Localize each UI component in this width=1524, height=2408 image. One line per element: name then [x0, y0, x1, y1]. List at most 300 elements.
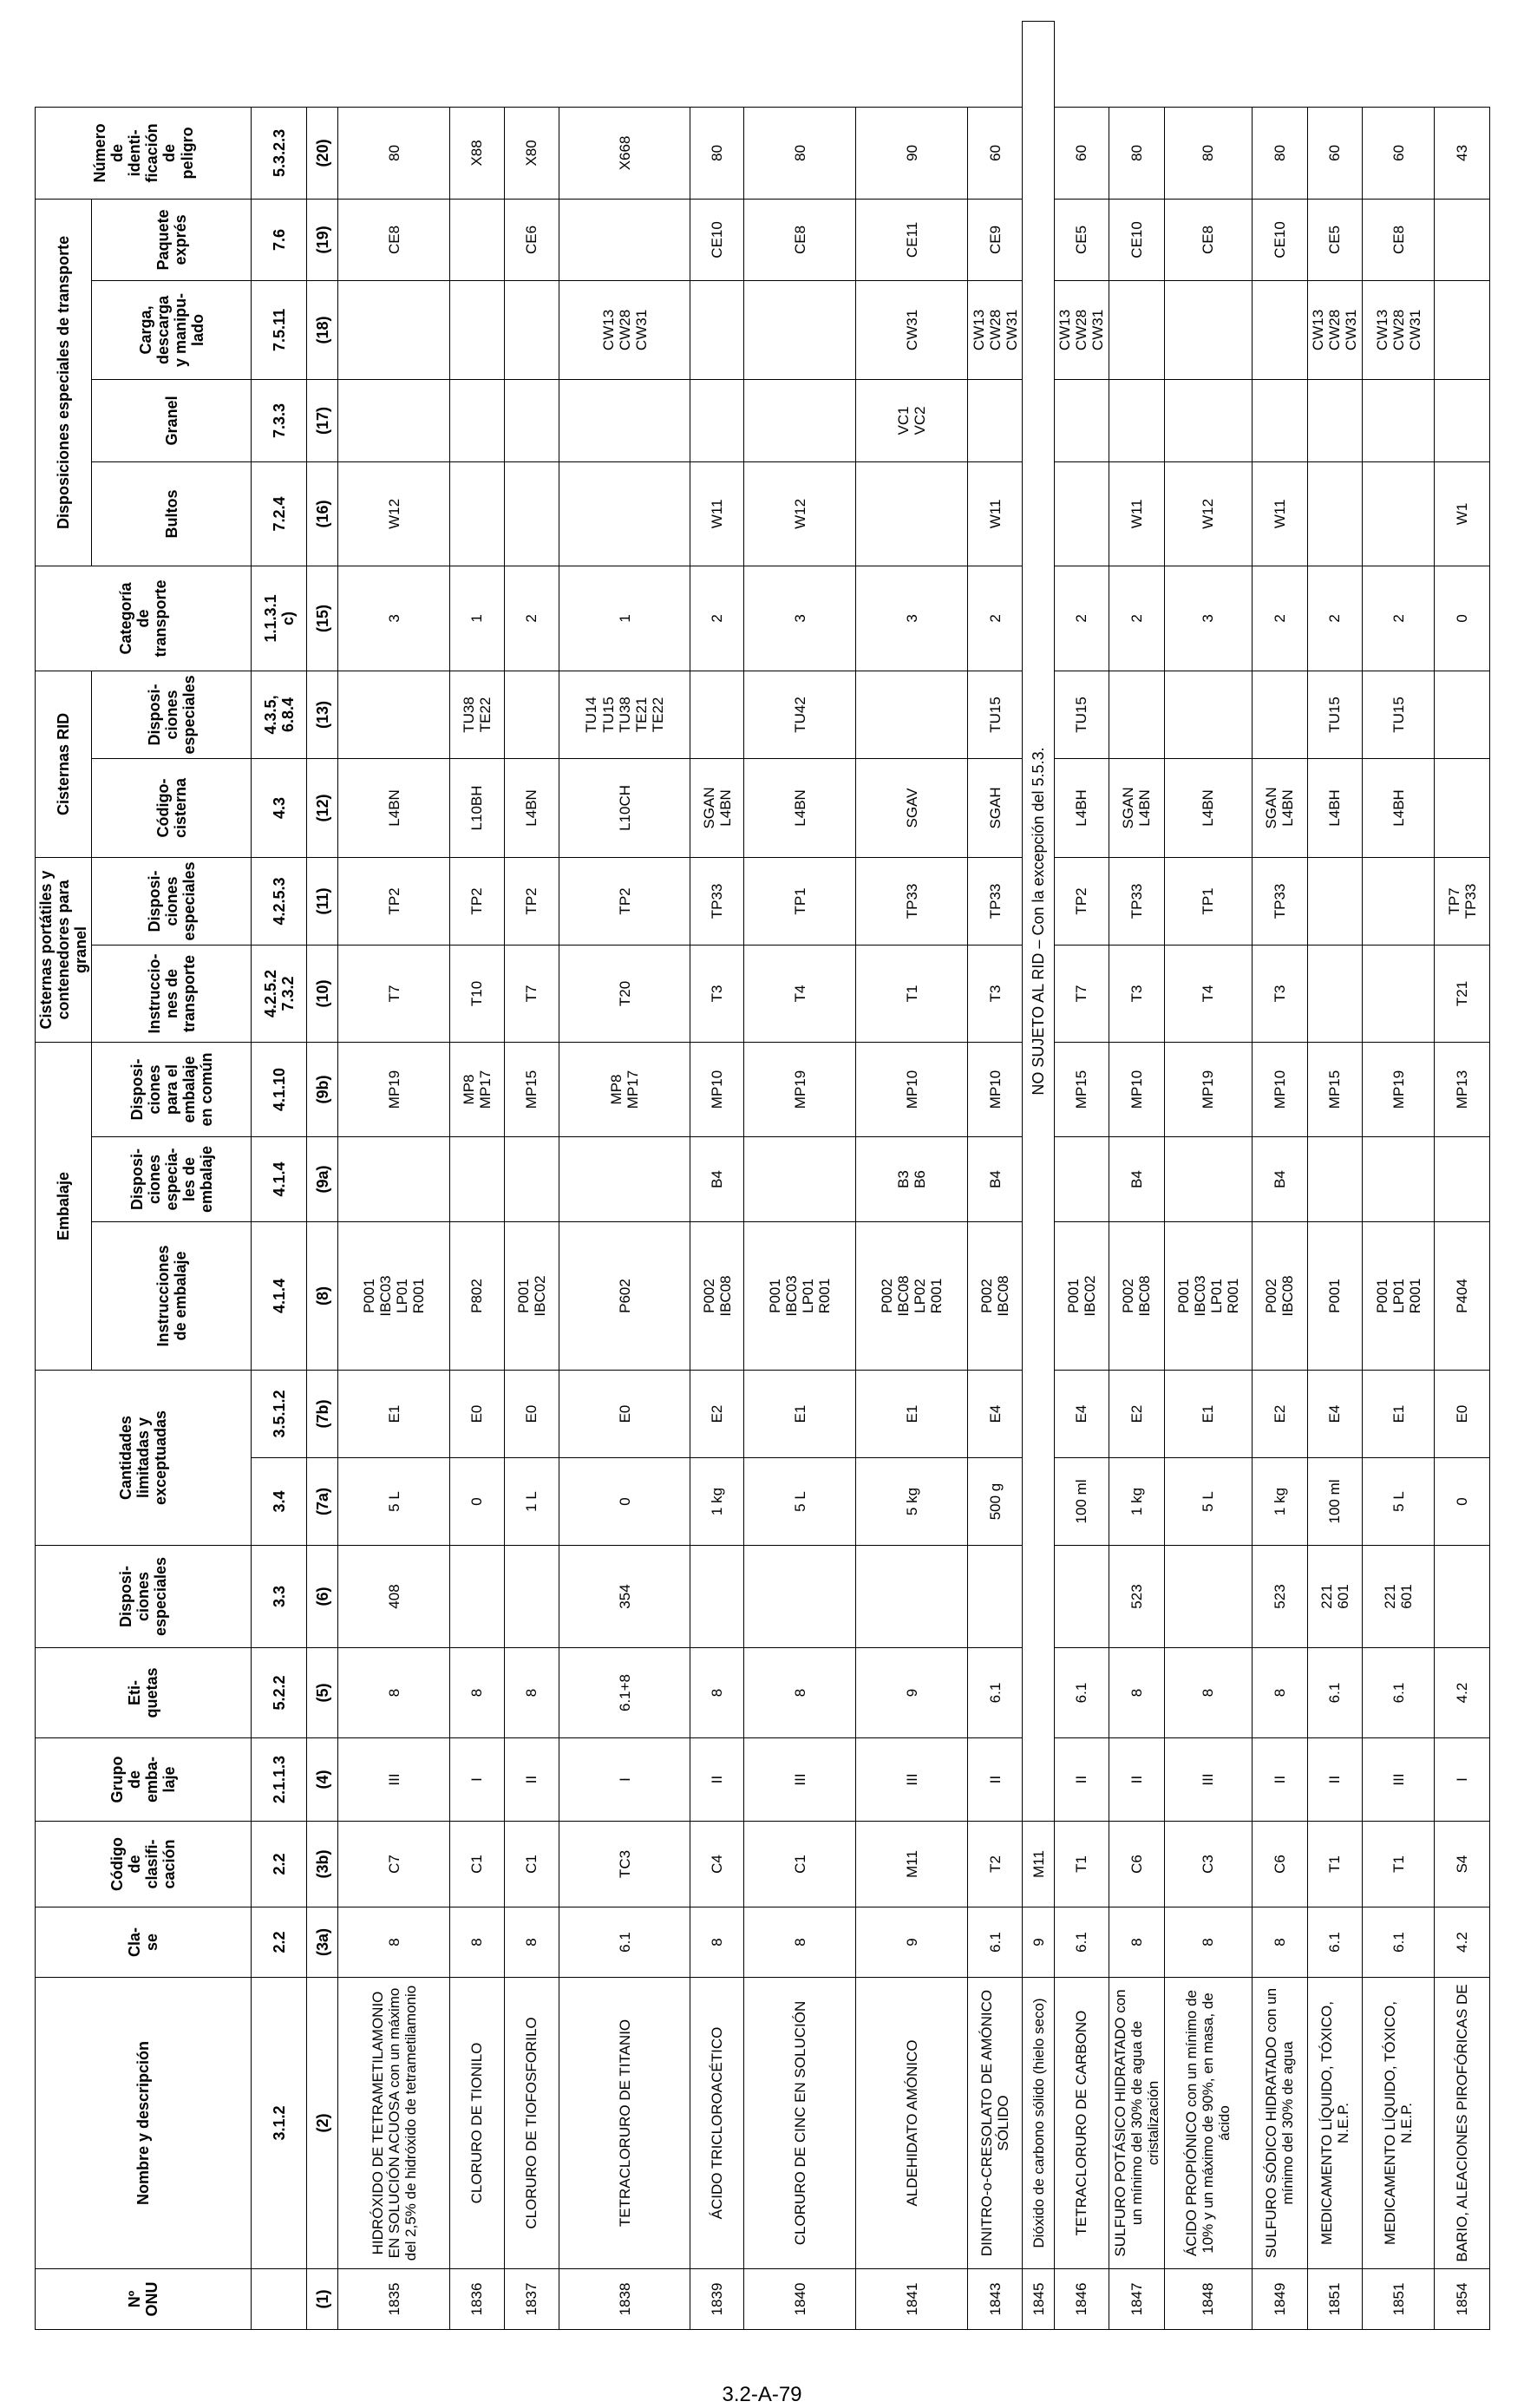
un-number-cell: 1851: [1362, 2269, 1435, 2330]
disp-cell: [1435, 1546, 1490, 1648]
disp-emb-cell: B4: [1253, 1137, 1307, 1222]
categoria-cell: 2: [504, 566, 559, 671]
clase-cell: 8: [338, 1907, 450, 1978]
codigo-cell: C4: [690, 1822, 744, 1907]
etiquetas-cell: 6.1: [968, 1648, 1023, 1738]
disp-cell: 523: [1253, 1546, 1307, 1648]
name-cell: CLORURO DE CINC EN SOLUCIÓN: [744, 1978, 856, 2269]
disp-port-cell: TP2: [1054, 857, 1109, 945]
lq-cell: 0: [1435, 1458, 1490, 1546]
granel-cell: [1054, 379, 1109, 461]
name-cell: DINITRO-o-CRESOLATO DE AMÓNICO SÓLIDO: [968, 1978, 1023, 2269]
codigo-cell: C3: [1164, 1822, 1253, 1907]
disp-cell: 354: [559, 1546, 690, 1648]
disp-rid-cell: TU42: [744, 671, 856, 758]
section-reference: 4.1.4: [252, 1222, 307, 1371]
peligro-cell: X88: [450, 107, 504, 199]
section-reference: 3.1.2: [252, 1978, 307, 2269]
cod-cist-cell: L4BN: [1164, 758, 1253, 857]
codigo-cell: T1: [1054, 1822, 1109, 1907]
granel-cell: [1164, 379, 1253, 461]
clase-cell: 6.1: [559, 1907, 690, 1978]
instr-tr-cell: T7: [1054, 945, 1109, 1042]
peligro-cell: 90: [856, 107, 968, 199]
header-instrucciones-embalaje: Instrucciones de embalaje: [92, 1222, 252, 1371]
column-number: (12): [307, 758, 338, 857]
column-number: (11): [307, 857, 338, 945]
emb-comun-cell: MP10: [1253, 1042, 1307, 1136]
bultos-cell: W11: [1109, 461, 1164, 566]
header-clase: Cla- se: [36, 1907, 252, 1978]
instr-cell: P001 LP01 R001: [1362, 1222, 1435, 1371]
instr-tr-cell: T3: [968, 945, 1023, 1042]
paquete-cell: CE11: [856, 199, 968, 280]
header-cisternas-portatiles: Cisternas portátiles y contenedores para granel: [36, 857, 92, 1042]
column-number: (17): [307, 379, 338, 461]
column-number: (4): [307, 1738, 338, 1822]
disp-cell: [856, 1546, 968, 1648]
bultos-cell: W11: [968, 461, 1023, 566]
carga-cell: CW13 CW28 CW31: [968, 280, 1023, 379]
un-number-cell: 1840: [744, 2269, 856, 2330]
categoria-cell: 2: [968, 566, 1023, 671]
section-reference: 4.2.5.3: [252, 857, 307, 945]
peligro-cell: 80: [338, 107, 450, 199]
disp-cell: [744, 1546, 856, 1648]
clase-cell: 9: [1023, 1907, 1054, 1978]
section-reference: 4.1.4: [252, 1137, 307, 1222]
emb-comun-cell: MP15: [504, 1042, 559, 1136]
categoria-cell: 2: [1109, 566, 1164, 671]
categoria-cell: 1: [450, 566, 504, 671]
column-number: (2): [307, 1978, 338, 2269]
name-cell: ÁCIDO PROPIÓNICO con un mínimo de 10% y un máximo de 90%, en masa, de ácido: [1164, 1978, 1253, 2269]
section-reference: 2.2: [252, 1907, 307, 1978]
table-row: [1362, 22, 1435, 2330]
carga-cell: [504, 280, 559, 379]
carga-cell: CW31: [856, 280, 968, 379]
emb-comun-cell: MP10: [856, 1042, 968, 1136]
disp-emb-cell: [559, 1137, 690, 1222]
clase-cell: 9: [856, 1907, 968, 1978]
granel-cell: [1307, 379, 1362, 461]
etiquetas-cell: 8: [1164, 1648, 1253, 1738]
column-number: (7a): [307, 1458, 338, 1546]
lq-cell: 0: [450, 1458, 504, 1546]
lq-cell: 5 L: [1164, 1458, 1253, 1546]
bultos-cell: W12: [1164, 461, 1253, 566]
disp-cell: 408: [338, 1546, 450, 1648]
peligro-cell: 80: [1164, 107, 1253, 199]
header-un-number: Nº ONU: [36, 2269, 252, 2330]
column-number-row: [307, 22, 338, 2330]
codigo-cell: C6: [1109, 1822, 1164, 1907]
peligro-cell: 80: [1253, 107, 1307, 199]
carga-cell: [744, 280, 856, 379]
disp-rid-cell: [1164, 671, 1253, 758]
codigo-cell: C1: [450, 1822, 504, 1907]
peligro-cell: 60: [968, 107, 1023, 199]
clase-cell: 8: [1109, 1907, 1164, 1978]
carga-cell: CW13 CW28 CW31: [1362, 280, 1435, 379]
disp-emb-cell: [1164, 1137, 1253, 1222]
section-reference: 3.3: [252, 1546, 307, 1648]
paquete-cell: [559, 199, 690, 280]
header-cisternas-rid: Cisternas RID: [36, 671, 92, 857]
eq-cell: E0: [1435, 1371, 1490, 1458]
etiquetas-cell: 9: [856, 1648, 968, 1738]
column-number: (5): [307, 1648, 338, 1738]
grupo-cell: I: [450, 1738, 504, 1822]
instr-tr-cell: T4: [1164, 945, 1253, 1042]
codigo-cell: C7: [338, 1822, 450, 1907]
peligro-cell: X668: [559, 107, 690, 199]
table-row: [968, 22, 1023, 2330]
emb-comun-cell: MP19: [744, 1042, 856, 1136]
granel-cell: [968, 379, 1023, 461]
instr-cell: P001 IBC02: [1054, 1222, 1109, 1371]
cod-cist-cell: [1435, 758, 1490, 857]
carga-cell: [1253, 280, 1307, 379]
cod-cist-cell: L4BN: [504, 758, 559, 857]
cod-cist-cell: L4BN: [744, 758, 856, 857]
table-row: [1164, 22, 1253, 2330]
table-row: [559, 22, 690, 2330]
codigo-cell: T2: [968, 1822, 1023, 1907]
disp-cell: [450, 1546, 504, 1648]
instr-tr-cell: T3: [1109, 945, 1164, 1042]
name-cell: TETRACLORURO DE CARBONO: [1054, 1978, 1109, 2269]
instr-cell: P802: [450, 1222, 504, 1371]
disp-rid-cell: TU15: [968, 671, 1023, 758]
un-number-cell: 1847: [1109, 2269, 1164, 2330]
instr-cell: P001 IBC03 LP01 R001: [744, 1222, 856, 1371]
granel-cell: [1109, 379, 1164, 461]
disp-rid-cell: [1109, 671, 1164, 758]
column-number: (20): [307, 107, 338, 199]
header-bultos: Bultos: [92, 461, 252, 566]
instr-tr-cell: T1: [856, 945, 968, 1042]
disp-port-cell: TP2: [338, 857, 450, 945]
grupo-cell: II: [1253, 1738, 1307, 1822]
name-cell: TETRACLORURO DE TITANIO: [559, 1978, 690, 2269]
paquete-cell: CE8: [338, 199, 450, 280]
etiquetas-cell: 4.2: [1435, 1648, 1490, 1738]
lq-cell: 100 ml: [1307, 1458, 1362, 1546]
peligro-cell: 43: [1435, 107, 1490, 199]
disp-emb-cell: [504, 1137, 559, 1222]
column-number: (7b): [307, 1371, 338, 1458]
disp-emb-cell: [1362, 1137, 1435, 1222]
granel-cell: [1253, 379, 1307, 461]
section-reference: 4.2.5.2 7.3.2: [252, 945, 307, 1042]
bultos-cell: [1307, 461, 1362, 566]
disp-cell: 523: [1109, 1546, 1164, 1648]
emb-comun-cell: MP8 MP17: [559, 1042, 690, 1136]
emb-comun-cell: MP19: [338, 1042, 450, 1136]
grupo-cell: II: [690, 1738, 744, 1822]
disp-cell: 221 601: [1307, 1546, 1362, 1648]
un-number-cell: 1851: [1307, 2269, 1362, 2330]
column-number: (3a): [307, 1907, 338, 1978]
disp-cell: [690, 1546, 744, 1648]
instr-cell: P001 IBC03 LP01 R001: [338, 1222, 450, 1371]
bultos-cell: W11: [690, 461, 744, 566]
lq-cell: 500 g: [968, 1458, 1023, 1546]
not-subject-note: NO SUJETO AL RID – Con la excepción del 5.5.3.: [1023, 22, 1054, 1822]
etiquetas-cell: 8: [690, 1648, 744, 1738]
lq-cell: 1 kg: [1109, 1458, 1164, 1546]
clase-cell: 4.2: [1435, 1907, 1490, 1978]
disp-rid-cell: TU38 TE22: [450, 671, 504, 758]
clase-cell: 8: [1164, 1907, 1253, 1978]
table-row: [504, 22, 559, 2330]
bultos-cell: W1: [1435, 461, 1490, 566]
header-numero-peligro: Número de identi- ficación de peligro: [36, 107, 252, 199]
categoria-cell: 3: [1164, 566, 1253, 671]
paquete-cell: CE8: [744, 199, 856, 280]
etiquetas-cell: 8: [504, 1648, 559, 1738]
peligro-cell: 60: [1362, 107, 1435, 199]
grupo-cell: I: [559, 1738, 690, 1822]
disp-port-cell: [1307, 857, 1362, 945]
carga-cell: [450, 280, 504, 379]
peligro-cell: 80: [1109, 107, 1164, 199]
peligro-cell: 80: [690, 107, 744, 199]
bultos-cell: [1054, 461, 1109, 566]
table-row: [1054, 22, 1109, 2330]
column-number: (6): [307, 1546, 338, 1648]
disp-cell: [1054, 1546, 1109, 1648]
eq-cell: E1: [1362, 1371, 1435, 1458]
instr-cell: P002 IBC08 LP02 R001: [856, 1222, 968, 1371]
name-cell: MEDICAMENTO LÍQUIDO, TÓXICO, N.E.P.: [1307, 1978, 1362, 2269]
disp-emb-cell: [1307, 1137, 1362, 1222]
bultos-cell: [450, 461, 504, 566]
eq-cell: E2: [1109, 1371, 1164, 1458]
cod-cist-cell: L10BH: [450, 758, 504, 857]
eq-cell: E2: [1253, 1371, 1307, 1458]
categoria-cell: 3: [856, 566, 968, 671]
bultos-cell: [856, 461, 968, 566]
name-cell: HIDRÓXIDO DE TETRAMETILAMONIO EN SOLUCIÓN ACUOSA con un máximo del 2,5% de hidróxido de tetrametilamonio: [338, 1978, 450, 2269]
disp-port-cell: TP33: [1253, 857, 1307, 945]
header-name: Nombre y descripción: [36, 1978, 252, 2269]
section-reference: 3.4: [252, 1458, 307, 1546]
disp-rid-cell: [856, 671, 968, 758]
table-row: [856, 22, 968, 2330]
codigo-cell: TC3: [559, 1822, 690, 1907]
eq-cell: E0: [559, 1371, 690, 1458]
section-reference: 2.1.1.3: [252, 1738, 307, 1822]
grupo-cell: III: [856, 1738, 968, 1822]
un-number-cell: 1843: [968, 2269, 1023, 2330]
bultos-cell: [504, 461, 559, 566]
carga-cell: CW13 CW28 CW31: [1307, 280, 1362, 379]
eq-cell: E1: [338, 1371, 450, 1458]
categoria-cell: 2: [690, 566, 744, 671]
disp-port-cell: TP33: [690, 857, 744, 945]
emb-comun-cell: MP8 MP17: [450, 1042, 504, 1136]
disp-emb-cell: [744, 1137, 856, 1222]
section-reference: 3.5.1.2: [252, 1371, 307, 1458]
codigo-cell: T1: [1307, 1822, 1362, 1907]
clase-cell: 8: [1253, 1907, 1307, 1978]
categoria-cell: 2: [1307, 566, 1362, 671]
lq-cell: 1 kg: [690, 1458, 744, 1546]
table-row: [338, 22, 450, 2330]
header-carga: Carga, descarga y manipu- lado: [92, 280, 252, 379]
emb-comun-cell: MP10: [1109, 1042, 1164, 1136]
paquete-cell: CE9: [968, 199, 1023, 280]
granel-cell: VC1 VC2: [856, 379, 968, 461]
granel-cell: [690, 379, 744, 461]
cod-cist-cell: SGAV: [856, 758, 968, 857]
codigo-cell: S4: [1435, 1822, 1490, 1907]
disp-port-cell: TP2: [559, 857, 690, 945]
codigo-cell: T1: [1362, 1822, 1435, 1907]
instr-cell: P602: [559, 1222, 690, 1371]
column-number: (10): [307, 945, 338, 1042]
emb-comun-cell: MP13: [1435, 1042, 1490, 1136]
disp-port-cell: TP7 TP33: [1435, 857, 1490, 945]
emb-comun-cell: MP19: [1164, 1042, 1253, 1136]
un-number-cell: 1839: [690, 2269, 744, 2330]
instr-cell: P002 IBC08: [690, 1222, 744, 1371]
table-row: [450, 22, 504, 2330]
instr-tr-cell: T4: [744, 945, 856, 1042]
eq-cell: E4: [968, 1371, 1023, 1458]
codigo-cell: M11: [1023, 1822, 1054, 1907]
disp-emb-cell: B4: [968, 1137, 1023, 1222]
grupo-cell: II: [1109, 1738, 1164, 1822]
un-number-cell: 1836: [450, 2269, 504, 2330]
grupo-cell: II: [1307, 1738, 1362, 1822]
disp-port-cell: TP33: [856, 857, 968, 945]
un-number-cell: 1848: [1164, 2269, 1253, 2330]
paquete-cell: CE10: [690, 199, 744, 280]
disp-rid-cell: [338, 671, 450, 758]
carga-cell: CW13 CW28 CW31: [559, 280, 690, 379]
disp-rid-cell: [504, 671, 559, 758]
lq-cell: 1 L: [504, 1458, 559, 1546]
instr-tr-cell: [1307, 945, 1362, 1042]
section-reference: 7.3.3: [252, 379, 307, 461]
name-cell: Dióxido de carbono sólido (hielo seco): [1023, 1978, 1054, 2269]
granel-cell: [338, 379, 450, 461]
eq-cell: E4: [1307, 1371, 1362, 1458]
column-number: (13): [307, 671, 338, 758]
column-number: (16): [307, 461, 338, 566]
table-body: [338, 22, 1490, 2330]
paquete-cell: [1435, 199, 1490, 280]
clase-cell: 8: [450, 1907, 504, 1978]
disp-cell: 221 601: [1362, 1546, 1435, 1648]
cod-cist-cell: SGAN L4BN: [1253, 758, 1307, 857]
section-reference: 2.2: [252, 1822, 307, 1907]
disp-rid-cell: [1435, 671, 1490, 758]
header-granel: Granel: [92, 379, 252, 461]
eq-cell: E1: [856, 1371, 968, 1458]
section-reference: 7.5.11: [252, 280, 307, 379]
peligro-cell: X80: [504, 107, 559, 199]
eq-cell: E1: [744, 1371, 856, 1458]
header-disposiciones-cisternas-portatiles: Disposi- ciones especiales: [92, 857, 252, 945]
lq-cell: 5 L: [744, 1458, 856, 1546]
rotated-table-container: [35, 21, 1490, 2330]
column-number: (18): [307, 280, 338, 379]
instr-tr-cell: [1362, 945, 1435, 1042]
paquete-cell: CE8: [1362, 199, 1435, 280]
lq-cell: 100 ml: [1054, 1458, 1109, 1546]
disp-port-cell: TP2: [504, 857, 559, 945]
instr-tr-cell: T3: [1253, 945, 1307, 1042]
section-reference: 1.1.3.1 c): [252, 566, 307, 671]
eq-cell: E4: [1054, 1371, 1109, 1458]
clase-cell: 8: [744, 1907, 856, 1978]
disp-emb-cell: B4: [690, 1137, 744, 1222]
lq-cell: 5 L: [1362, 1458, 1435, 1546]
table-row: [1307, 22, 1362, 2330]
etiquetas-cell: 8: [1253, 1648, 1307, 1738]
disp-emb-cell: B3 B6: [856, 1137, 968, 1222]
eq-cell: E2: [690, 1371, 744, 1458]
instr-tr-cell: T20: [559, 945, 690, 1042]
grupo-cell: II: [1054, 1738, 1109, 1822]
grupo-cell: II: [504, 1738, 559, 1822]
instr-tr-cell: T7: [504, 945, 559, 1042]
name-cell: ALDEHIDATO AMÓNICO: [856, 1978, 968, 2269]
codigo-cell: C1: [504, 1822, 559, 1907]
disp-cell: [968, 1546, 1023, 1648]
disp-port-cell: TP33: [1109, 857, 1164, 945]
header-paquete-expres: Paquete exprés: [92, 199, 252, 280]
page-number: 3.2-A-79: [722, 2383, 802, 2406]
peligro-cell: 60: [1054, 107, 1109, 199]
codigo-cell: M11: [856, 1822, 968, 1907]
eq-cell: E0: [450, 1371, 504, 1458]
table-row: [1109, 22, 1164, 2330]
instr-cell: P404: [1435, 1222, 1490, 1371]
categoria-cell: 0: [1435, 566, 1490, 671]
lq-cell: 1 kg: [1253, 1458, 1307, 1546]
paquete-cell: [450, 199, 504, 280]
emb-comun-cell: MP10: [690, 1042, 744, 1136]
lq-cell: 5 kg: [856, 1458, 968, 1546]
categoria-cell: 2: [1054, 566, 1109, 671]
lq-cell: 0: [559, 1458, 690, 1546]
name-cell: MEDICAMENTO LÍQUIDO, TÓXICO, N.E.P.: [1362, 1978, 1435, 2269]
cod-cist-cell: L4BH: [1362, 758, 1435, 857]
instr-cell: P001: [1307, 1222, 1362, 1371]
peligro-cell: 60: [1307, 107, 1362, 199]
etiquetas-cell: 6.1: [1307, 1648, 1362, 1738]
clase-cell: 6.1: [1362, 1907, 1435, 1978]
name-cell: ÁCIDO TRICLOROACÉTICO: [690, 1978, 744, 2269]
clase-cell: 8: [504, 1907, 559, 1978]
granel-cell: [559, 379, 690, 461]
un-number-cell: 1854: [1435, 2269, 1490, 2330]
disp-port-cell: TP1: [1164, 857, 1253, 945]
reference-row: [252, 22, 307, 2330]
carga-cell: [338, 280, 450, 379]
name-cell: SULFURO POTÁSICO HIDRATADO con un mínimo del 30% de agua de cristalización: [1109, 1978, 1164, 2269]
granel-cell: [504, 379, 559, 461]
table-row: [690, 22, 744, 2330]
column-number: (8): [307, 1222, 338, 1371]
grupo-cell: III: [1164, 1738, 1253, 1822]
granel-cell: [450, 379, 504, 461]
